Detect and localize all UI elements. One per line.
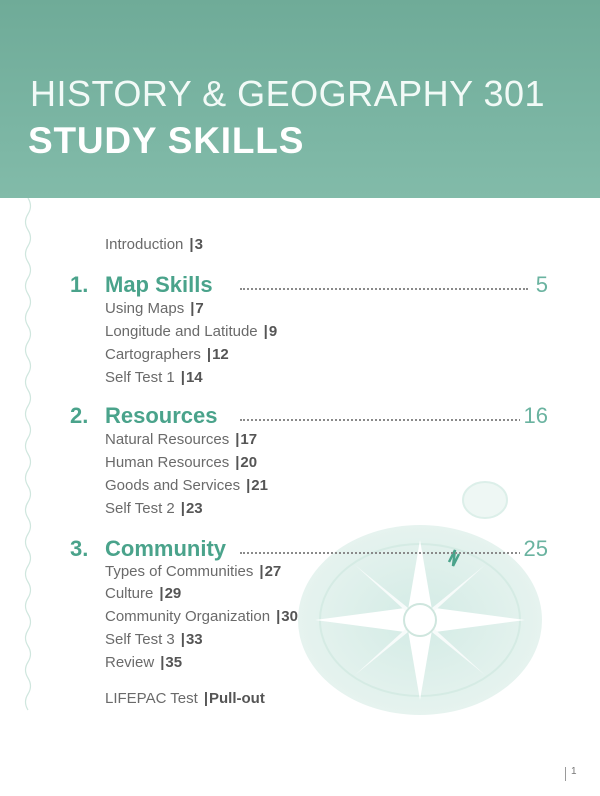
- toc-entry-page: | 12: [207, 346, 229, 363]
- unit-title: STUDY SKILLS: [28, 120, 305, 161]
- toc-section[interactable]: [105, 563, 281, 580]
- toc-section[interactable]: [105, 300, 204, 317]
- toc-entry-page: | 35: [160, 654, 182, 671]
- toc-entry-page: | 23: [181, 500, 203, 517]
- toc-section[interactable]: [105, 346, 229, 363]
- footer-divider: [565, 767, 566, 781]
- toc-entry-page: | 27: [259, 563, 281, 580]
- unit-heading: Map Skills: [105, 272, 219, 298]
- unit-page-number: 25: [520, 536, 548, 562]
- toc-entry-label: Human Resources: [105, 454, 230, 471]
- toc-entry-label: Self Test 2: [105, 500, 175, 517]
- toc-entry-label: Introduction: [105, 236, 184, 253]
- toc-entry-page: | Pull-out: [204, 690, 265, 707]
- toc-entry-label: Community Organization: [105, 608, 271, 625]
- unit-number: 3.: [70, 536, 89, 561]
- toc-section[interactable]: [105, 323, 277, 340]
- toc-entry-label: Types of Communities: [105, 563, 254, 580]
- toc-section[interactable]: [105, 585, 181, 602]
- leader-dots: [240, 419, 528, 421]
- toc-entry-page: | 29: [159, 585, 181, 602]
- toc-entry-page: | 3: [189, 236, 203, 253]
- toc-entry-page: | 17: [235, 431, 257, 448]
- toc-entry-label: Using Maps: [105, 300, 185, 317]
- toc-section[interactable]: [105, 500, 203, 517]
- unit-heading: Community: [105, 536, 232, 562]
- toc-introduction[interactable]: [105, 236, 203, 253]
- unit-page-number: 5: [532, 272, 548, 298]
- toc-entry-page: | 21: [246, 477, 268, 494]
- toc-entry-page: | 33: [181, 631, 203, 648]
- toc-entry-page: | 30: [276, 608, 298, 625]
- toc-entry-page: | 9: [264, 323, 278, 340]
- toc-entry-label: Self Test 1: [105, 369, 175, 386]
- toc-lifepac-test[interactable]: [105, 690, 265, 707]
- toc-entry-label: Cartographers: [105, 346, 201, 363]
- toc-entry-label: Natural Resources: [105, 431, 230, 448]
- subject-title: HISTORY & GEOGRAPHY 301: [30, 73, 546, 114]
- unit-number: 2.: [70, 403, 89, 428]
- toc-entry-label: LIFEPAC Test: [105, 690, 198, 707]
- toc-section[interactable]: [105, 369, 203, 386]
- unit-heading: Resources: [105, 403, 224, 429]
- footer-page-number: 1: [571, 766, 577, 777]
- toc-entry-page: | 7: [190, 300, 204, 317]
- toc-section[interactable]: [105, 431, 257, 448]
- leader-dots: [240, 288, 528, 290]
- toc-section[interactable]: [105, 654, 182, 671]
- toc-entry-label: Longitude and Latitude: [105, 323, 258, 340]
- toc-entry-page: | 14: [181, 369, 203, 386]
- unit-number: 1.: [70, 272, 89, 297]
- leader-dots: [240, 552, 528, 554]
- toc-entry-page: | 20: [235, 454, 257, 471]
- toc-entry-label: Goods and Services: [105, 477, 241, 494]
- toc-entry-label: Culture: [105, 585, 154, 602]
- toc-entry-label: Review: [105, 654, 155, 671]
- toc-section[interactable]: [105, 454, 257, 471]
- unit-page-number: 16: [520, 403, 548, 429]
- toc-entry-label: Self Test 3: [105, 631, 175, 648]
- toc-section[interactable]: [105, 631, 203, 648]
- toc-section[interactable]: [105, 477, 268, 494]
- toc-section[interactable]: [105, 608, 298, 625]
